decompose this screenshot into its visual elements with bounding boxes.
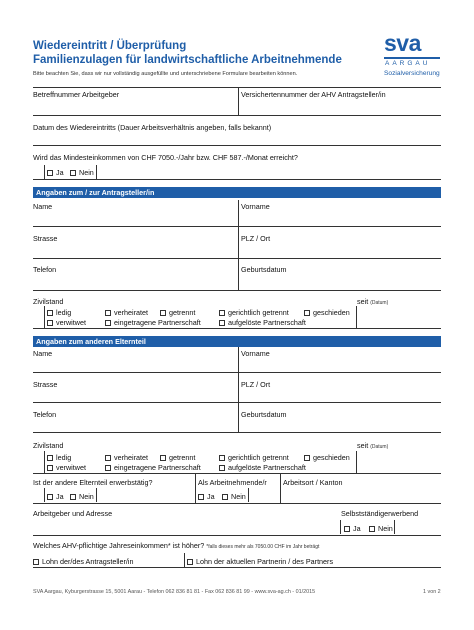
status-ledig[interactable]: [47, 308, 71, 317]
checkbox[interactable]: [369, 526, 375, 532]
divider: [340, 520, 341, 534]
divider: [195, 473, 196, 503]
checkbox[interactable]: [47, 494, 53, 500]
no-label: Nein: [231, 492, 246, 501]
logo-subtitle: Sozialversicherung: [384, 70, 440, 77]
divider: [238, 402, 239, 432]
status-verwitwet[interactable]: [47, 318, 86, 327]
divider: [238, 347, 239, 372]
rule: [33, 503, 441, 504]
divider: [96, 488, 97, 502]
checkbox[interactable]: [105, 465, 111, 471]
annual-income-text: Welches AHV-pflichtige Jahreseinkommen* ist höher?: [33, 541, 205, 550]
checkbox[interactable]: [33, 559, 39, 565]
status-label: verwitwet: [56, 318, 86, 327]
checkbox[interactable]: [70, 170, 76, 176]
applicant-zip-label: PLZ / Ort: [241, 234, 271, 243]
logo-region: AARGAU: [385, 60, 431, 67]
reentry-date-label: Datum des Wiedereintritts (Dauer Arbeitsverhältnis angeben, falls bekannt): [33, 123, 272, 132]
checkbox[interactable]: [222, 494, 228, 500]
annual-income-question: [33, 541, 319, 550]
checkbox[interactable]: [219, 320, 225, 326]
status-geschieden[interactable]: [304, 453, 350, 462]
divider: [44, 451, 45, 473]
status-label: gerichtlich getrennt: [228, 453, 289, 462]
self-employed-no[interactable]: [369, 524, 393, 533]
divider: [238, 200, 239, 226]
checkbox[interactable]: [219, 455, 225, 461]
yes-label: Ja: [56, 492, 64, 501]
checkbox[interactable]: [47, 310, 53, 316]
status-label: verwitwet: [56, 463, 86, 472]
checkbox[interactable]: [47, 170, 53, 176]
self-employed-yes[interactable]: [344, 524, 361, 533]
checkbox[interactable]: [219, 310, 225, 316]
checkbox[interactable]: [47, 455, 53, 461]
employed-question: Ist der andere Elternteil erwerbstätig?: [33, 478, 153, 487]
divider: [248, 488, 249, 502]
parent-civil-status-label: Zivilstand: [33, 441, 64, 450]
status-aufgeloest[interactable]: [219, 463, 306, 472]
ahv-number-label: Versichertennummer der AHV Antragsteller/in: [241, 90, 386, 99]
yes-label: Ja: [353, 524, 361, 533]
applicant-firstname-label: Vorname: [241, 202, 270, 211]
status-label: eingetragene Partnerschaft: [114, 463, 201, 472]
no-label: Nein: [79, 168, 94, 177]
parent-zip-label: PLZ / Ort: [241, 380, 271, 389]
since-text: seit: [357, 441, 369, 450]
rule: [33, 473, 441, 474]
annual-income-note: *falls dieses mehr als 7050.00 CHF im Jahr beträgt: [206, 544, 320, 550]
section-applicant-header: Angaben zum / zur Antragsteller/in: [33, 187, 441, 198]
status-label: verheiratet: [114, 308, 148, 317]
checkbox[interactable]: [198, 494, 204, 500]
parent-street-label: Strasse: [33, 380, 58, 389]
status-getrennt[interactable]: [160, 453, 195, 462]
form-title-line1: Wiedereintritt / Überprüfung: [33, 40, 187, 52]
divider: [96, 165, 97, 179]
divider: [394, 520, 395, 534]
min-income-no[interactable]: [70, 168, 94, 177]
no-label: Nein: [79, 492, 94, 501]
status-label: verheiratet: [114, 453, 148, 462]
status-gerichtlich-getrennt[interactable]: [219, 453, 289, 462]
status-label: geschieden: [313, 453, 350, 462]
rule: [33, 328, 441, 329]
status-aufgeloest[interactable]: [219, 318, 306, 327]
betreffnummer-label: Betreffnummer Arbeitgeber: [33, 90, 120, 99]
income-partner-label: Lohn der aktuellen Partnerin / des Partners: [196, 557, 334, 566]
rule: [33, 535, 441, 536]
income-applicant-option[interactable]: [33, 557, 134, 566]
sva-logo: [384, 30, 421, 57]
employed-no[interactable]: [70, 492, 94, 501]
applicant-name-label: Name: [33, 202, 53, 211]
divider: [238, 226, 239, 258]
checkbox[interactable]: [105, 455, 111, 461]
parent-name-label: Name: [33, 349, 53, 358]
form-note: Bitte beachten Sie, dass wir nur vollständig ausgefüllte und unterschriebene Formulare bearbeiten können.: [33, 71, 298, 77]
divider: [44, 165, 45, 179]
checkbox[interactable]: [70, 494, 76, 500]
divider: [238, 372, 239, 402]
date-hint: (Datum): [370, 444, 389, 450]
status-label: getrennt: [169, 453, 196, 462]
applicant-phone-label: Telefon: [33, 265, 57, 274]
checkbox[interactable]: [304, 310, 310, 316]
status-label: gerichtlich getrennt: [228, 308, 289, 317]
parent-birthdate-label: Geburtsdatum: [241, 410, 287, 419]
since-text: seit: [357, 297, 369, 306]
divider: [44, 488, 45, 502]
status-verwitwet[interactable]: [47, 463, 86, 472]
as-employee-no[interactable]: [222, 492, 246, 501]
rule: [33, 567, 441, 568]
divider: [356, 451, 357, 473]
employer-address-label: Arbeitgeber und Adresse: [33, 509, 113, 518]
divider: [238, 87, 239, 115]
income-partner-option[interactable]: [187, 557, 333, 566]
divider: [44, 306, 45, 328]
logo-divider: [384, 57, 440, 59]
checkbox[interactable]: [344, 526, 350, 532]
min-income-yes[interactable]: [47, 168, 64, 177]
status-label: getrennt: [169, 308, 196, 317]
rule: [33, 87, 441, 88]
checkbox[interactable]: [160, 455, 166, 461]
applicant-birthdate-label: Geburtsdatum: [241, 265, 287, 274]
status-label: eingetragene Partnerschaft: [114, 318, 201, 327]
yes-label: Ja: [56, 168, 64, 177]
applicant-since-label: [357, 297, 388, 306]
rule: [33, 372, 441, 373]
footer-address: SVA Aargau, Kyburgerstrasse 15, 5001 Aarau - Telefon 062 836 81 81 - Fax 062 836 81 99 - www.sva-ag.ch - 01/2015: [33, 589, 316, 595]
no-label: Nein: [378, 524, 393, 533]
workplace-label: Arbeitsort / Kanton: [283, 478, 343, 487]
applicant-street-label: Strasse: [33, 234, 58, 243]
status-verheiratet[interactable]: [105, 453, 148, 462]
form-title-line2: Familienzulagen für landwirtschaftliche Arbeitnehmende: [33, 54, 342, 66]
rule: [33, 145, 441, 146]
status-verheiratet[interactable]: [105, 308, 148, 317]
section-other-parent-header: Angaben zum anderen Elternteil: [33, 336, 441, 347]
as-employee-label: Als Arbeitnehmende/r: [198, 478, 267, 487]
checkbox[interactable]: [105, 320, 111, 326]
status-getrennt[interactable]: [160, 308, 195, 317]
checkbox[interactable]: [105, 310, 111, 316]
status-label: geschieden: [313, 308, 350, 317]
parent-since-label: [357, 441, 388, 450]
divider: [184, 553, 185, 567]
status-label: ledig: [56, 308, 72, 317]
status-geschieden[interactable]: [304, 308, 350, 317]
rule: [33, 290, 441, 291]
divider: [356, 306, 357, 328]
income-applicant-label: Lohn der/des Antragsteller/in: [42, 557, 134, 566]
as-employee-yes[interactable]: [198, 492, 215, 501]
rule: [33, 226, 441, 227]
self-employed-label: Selbstständigerwerbend: [341, 509, 419, 518]
status-label: ledig: [56, 453, 72, 462]
rule: [33, 179, 441, 180]
status-eingetragen[interactable]: [105, 463, 201, 472]
rule: [33, 258, 441, 259]
applicant-civil-status-label: Zivilstand: [33, 297, 64, 306]
checkbox[interactable]: [47, 465, 53, 471]
footer-page: 1 von 2: [423, 589, 441, 595]
checkbox[interactable]: [219, 465, 225, 471]
date-hint: (Datum): [370, 300, 389, 306]
checkbox[interactable]: [160, 310, 166, 316]
status-label: aufgelöste Partnerschaft: [228, 463, 306, 472]
status-gerichtlich-getrennt[interactable]: [219, 308, 289, 317]
rule: [33, 115, 441, 116]
checkbox[interactable]: [187, 559, 193, 565]
status-eingetragen[interactable]: [105, 318, 201, 327]
status-ledig[interactable]: [47, 453, 71, 462]
rule: [33, 432, 441, 433]
min-income-question: Wird das Mindesteinkommen von CHF 7050.-/Jahr bzw. CHF 587.-/Monat erreicht?: [33, 153, 298, 162]
rule: [33, 402, 441, 403]
parent-firstname-label: Vorname: [241, 349, 270, 358]
divider: [280, 473, 281, 503]
checkbox[interactable]: [47, 320, 53, 326]
parent-phone-label: Telefon: [33, 410, 57, 419]
yes-label: Ja: [207, 492, 215, 501]
status-label: aufgelöste Partnerschaft: [228, 318, 306, 327]
logo-name: sva: [384, 30, 421, 56]
checkbox[interactable]: [304, 455, 310, 461]
employed-yes[interactable]: [47, 492, 64, 501]
divider: [238, 258, 239, 290]
